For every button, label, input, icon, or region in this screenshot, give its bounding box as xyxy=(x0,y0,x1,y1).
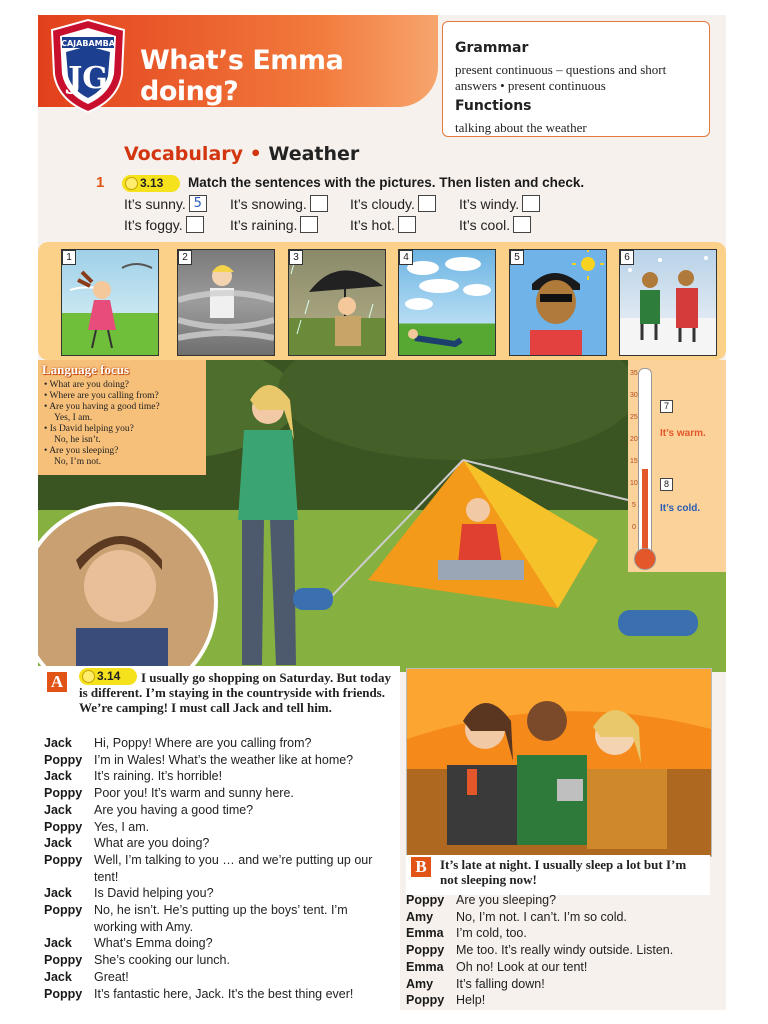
picture-number: 5 xyxy=(510,250,524,265)
page-title: What’s Emma doing? xyxy=(140,45,344,107)
speaker: Poppy xyxy=(44,953,83,968)
item-7-box[interactable]: 7 xyxy=(660,400,673,413)
dialogue-a-badge: A xyxy=(47,672,67,692)
dialogue-line xyxy=(44,819,394,836)
option-label: It’s raining. xyxy=(230,216,298,233)
speaker: Jack xyxy=(44,886,72,901)
speaker: Jack xyxy=(44,736,72,750)
line-text: She’s cooking our lunch. xyxy=(94,953,230,968)
grammar-heading: Grammar xyxy=(455,40,529,56)
language-focus-line: • Are you having a good time? xyxy=(44,402,160,413)
thermometer-fill xyxy=(642,469,648,559)
crest-letters: JG xyxy=(68,61,108,96)
dialogue-line xyxy=(44,986,394,1003)
foggy-girl-illustration xyxy=(178,250,274,355)
dialogue-line xyxy=(44,835,394,852)
line-text: No, I’m not. I can’t. I’m so cold. xyxy=(456,909,627,924)
thermometer-panel xyxy=(628,360,726,572)
language-focus-line: Yes, I am. xyxy=(54,413,93,423)
line-text: Are you having a good time? xyxy=(94,802,254,817)
language-focus-line: • Is David helping you? xyxy=(44,424,160,435)
cold-label: It’s cold. xyxy=(660,503,701,514)
functions-text: talking about the weather xyxy=(455,120,587,135)
exercise-instruction: Match the sentences with the pictures. Then listen and check. xyxy=(188,175,585,190)
speaker: Poppy xyxy=(44,819,83,834)
functions-heading: Functions xyxy=(455,98,532,114)
line-text: Great! xyxy=(94,969,129,984)
dialogue-b-intro-panel xyxy=(406,855,710,895)
line-text: It’s raining. It’s horrible! xyxy=(94,769,223,784)
speaker: Poppy xyxy=(44,752,83,767)
line-text: Oh no! Look at our tent! xyxy=(456,959,588,974)
weather-pictures-strip xyxy=(38,242,726,360)
option-raining xyxy=(230,216,318,233)
vocabulary-label: Vocabulary xyxy=(124,143,244,165)
option-snowing xyxy=(230,195,328,212)
option-cloudy xyxy=(350,195,436,212)
exercise-number: 1 xyxy=(96,174,105,191)
line-text: Is David helping you? xyxy=(94,886,214,901)
dialogue-line xyxy=(406,892,716,909)
picture-3-raining xyxy=(288,249,386,356)
line-text: Help! xyxy=(456,993,486,1008)
dialogue-line xyxy=(44,802,394,819)
answer-box[interactable] xyxy=(310,195,328,212)
line-text: Hi, Poppy! Where are you calling from? xyxy=(94,736,312,750)
sunny-boy-illustration xyxy=(510,250,606,355)
night-tent-photo xyxy=(406,668,712,857)
dialogue-a-intro: I usually go shopping on Saturday. But today is different. I’m staying in the countryside with friends. We’re camping! I must call Jack and tell him. xyxy=(79,670,391,715)
speaker: Jack xyxy=(44,836,72,851)
speaker: Poppy xyxy=(406,993,445,1008)
dialogue-line xyxy=(44,969,394,986)
option-label: It’s windy. xyxy=(459,195,520,212)
speaker: Poppy xyxy=(44,903,83,918)
line-text: No, he isn’t. He’s putting up the boys’ tent. I’m working with Amy. xyxy=(94,903,348,934)
vocabulary-topic: Weather xyxy=(268,143,360,165)
option-label: It’s hot. xyxy=(350,216,395,233)
language-focus-line: • What are you doing? xyxy=(44,380,160,391)
speaker: Jack xyxy=(44,936,72,951)
audio-track-badge[interactable] xyxy=(122,175,180,192)
dialogue-a xyxy=(44,735,394,1002)
line-text: It’s falling down! xyxy=(456,976,545,991)
thermometer-tick: 0 xyxy=(632,524,636,531)
dialogue-line xyxy=(406,909,716,926)
picture-number: 1 xyxy=(62,250,76,265)
track-number: 3.13 xyxy=(140,176,164,190)
line-text: Well, I’m talking to you … and we’re putting up our tent! xyxy=(94,852,373,884)
cloudy-sky-illustration xyxy=(399,250,495,355)
speaker: Poppy xyxy=(44,986,83,1001)
line-text: I’m in Wales! What’s the weather like at home? xyxy=(94,752,354,767)
vocabulary-heading: Vocabulary • Weather xyxy=(124,143,360,165)
dialogue-line xyxy=(44,935,394,952)
dialogue-line xyxy=(44,785,394,802)
speaker: Poppy xyxy=(406,943,445,958)
line-text: I’m cold, too. xyxy=(456,926,527,941)
line-text: What are you doing? xyxy=(94,836,210,851)
option-label: It’s snowing. xyxy=(230,195,307,212)
answer-box[interactable]: 5 xyxy=(189,195,207,212)
speaker: Amy xyxy=(406,909,434,924)
picture-number: 6 xyxy=(620,250,634,265)
line-text: Poor you! It’s warm and sunny here. xyxy=(94,786,294,801)
picture-5-sunny xyxy=(509,249,607,356)
dialogue-line xyxy=(44,902,394,935)
option-foggy xyxy=(124,216,204,233)
picture-number: 2 xyxy=(178,250,192,265)
thermometer-tick: 10 xyxy=(630,480,638,487)
answer-box[interactable] xyxy=(522,195,540,212)
language-focus-line: No, I’m not. xyxy=(54,457,101,467)
speaker: Amy xyxy=(406,976,434,991)
grammar-box xyxy=(442,21,710,137)
tent-interior-illustration xyxy=(407,669,711,856)
dialogue-line xyxy=(406,925,716,942)
answer-box[interactable] xyxy=(186,216,204,233)
dialogue-line xyxy=(406,992,716,1009)
warm-label: It’s warm. xyxy=(660,428,706,439)
title-banner xyxy=(38,15,438,107)
line-text: What’s Emma doing? xyxy=(94,936,213,951)
speaker: Emma xyxy=(406,959,444,974)
option-hot xyxy=(350,216,416,233)
picture-6-snowing xyxy=(619,249,717,356)
language-focus-line: • Where are you calling from? xyxy=(44,391,160,402)
snowing-friends-illustration xyxy=(620,250,716,355)
speaker: Poppy xyxy=(44,786,83,801)
speaker: Poppy xyxy=(406,893,445,907)
dialogue-line xyxy=(44,885,394,902)
crest-text: CAJABAMBA xyxy=(61,39,115,48)
answer-box[interactable] xyxy=(513,216,531,233)
thermometer-icon xyxy=(638,368,652,560)
picture-2-foggy xyxy=(177,249,275,356)
thermometer-tick: 30 xyxy=(630,392,638,399)
speaker: Jack xyxy=(44,802,72,817)
picture-4-cloudy xyxy=(398,249,496,356)
thermometer-tick: 5 xyxy=(632,502,636,509)
speaker: Poppy xyxy=(44,852,83,867)
dialogue-line xyxy=(44,735,394,752)
dialogue-line xyxy=(406,959,716,976)
textbook-page xyxy=(38,15,726,1010)
language-focus-heading: Language focus xyxy=(42,362,130,377)
speaker: Emma xyxy=(406,926,444,941)
language-focus-line: No, he isn’t. xyxy=(54,435,101,445)
option-windy xyxy=(459,195,540,212)
dialogue-b xyxy=(406,892,716,1009)
answer-box[interactable] xyxy=(398,216,416,233)
thermometer-tick: 20 xyxy=(630,436,638,443)
dialogue-line xyxy=(44,852,394,885)
rain-umbrella-illustration xyxy=(289,250,385,355)
grammar-text: present continuous – questions and short answers • present continuous xyxy=(455,62,667,93)
language-focus-list xyxy=(44,380,160,468)
item-8-box[interactable]: 8 xyxy=(660,478,673,491)
language-focus-line: • Are you sleeping? xyxy=(44,446,160,457)
answer-box[interactable] xyxy=(418,195,436,212)
picture-1-windy xyxy=(61,249,159,356)
speaker: Jack xyxy=(44,769,72,784)
dialogue-line xyxy=(44,952,394,969)
thermometer-tick: 15 xyxy=(630,458,638,465)
option-label: It’s cool. xyxy=(459,216,511,233)
thermometer-tick: 25 xyxy=(630,414,638,421)
thermometer-bulb xyxy=(634,548,656,570)
dialogue-line xyxy=(44,752,394,769)
dialogue-line xyxy=(406,976,716,993)
language-focus-box xyxy=(38,360,206,475)
line-text: Yes, I am. xyxy=(94,819,150,834)
thermometer-tick: 35 xyxy=(630,370,638,377)
line-text: It’s fantastic here, Jack. It’s the best thing ever! xyxy=(94,986,354,1001)
option-sunny xyxy=(124,195,207,212)
picture-number: 3 xyxy=(289,250,303,265)
dialogue-line xyxy=(44,768,394,785)
cd-icon xyxy=(125,177,138,190)
answer-box[interactable] xyxy=(300,216,318,233)
dialogue-b-badge: B xyxy=(411,857,431,877)
line-text: Are you sleeping? xyxy=(456,893,557,907)
line-text: Me too. It’s really windy outside. Listen. xyxy=(456,943,674,958)
option-label: It’s foggy. xyxy=(124,216,183,233)
option-label: It’s cloudy. xyxy=(350,195,415,212)
picture-number: 4 xyxy=(399,250,413,265)
dialogue-line xyxy=(406,942,716,959)
option-cool xyxy=(459,216,531,233)
school-crest-logo xyxy=(48,18,128,114)
dialogue-b-intro: It’s late at night. I usually sleep a lot but I’m not sleeping now! xyxy=(440,857,687,887)
option-label: It’s sunny. xyxy=(124,195,186,212)
speaker: Jack xyxy=(44,969,72,984)
track-number: 3.14 xyxy=(97,669,121,683)
windy-girl-illustration xyxy=(62,250,158,355)
